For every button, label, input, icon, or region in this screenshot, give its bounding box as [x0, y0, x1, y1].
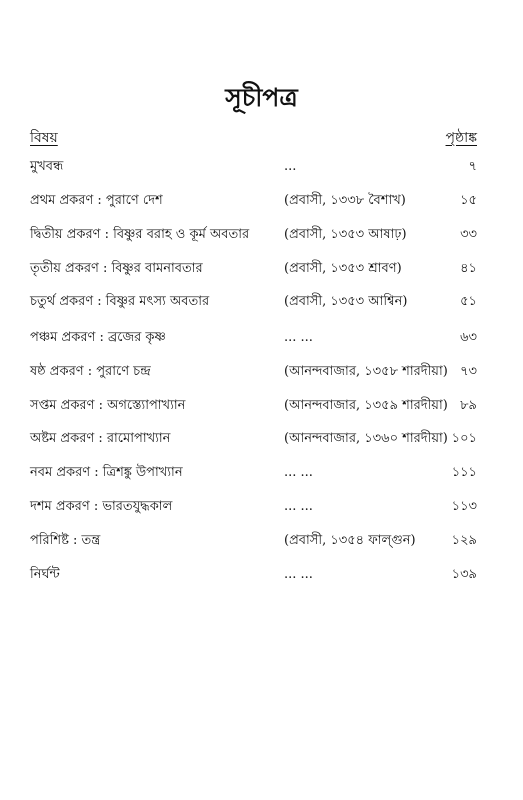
entry-page-number: ১১৩: [451, 499, 477, 514]
entry-title: অষ্টম প্রকরণ : রামোপাখ্যান: [30, 431, 171, 446]
toc-entry: [0, 495, 523, 519]
entry-page-number: ৩৩: [460, 227, 477, 242]
toc-entry: [0, 223, 523, 247]
entry-page-number: ৫১: [460, 294, 477, 309]
entry-title: দশম প্রকরণ : ভারতযুদ্ধকাল: [30, 499, 173, 514]
entry-title: তৃতীয় প্রকরণ : বিষ্ণুর বামনাবতার: [30, 261, 203, 276]
entry-page-number: ১৫: [460, 193, 477, 208]
toc-entry: [0, 394, 523, 418]
entry-title: পঞ্চম প্রকরণ : ব্রজের কৃষ্ণ: [30, 330, 166, 345]
entry-source: (প্রবাসী, ১৩৫৩ আশ্বিন): [284, 294, 408, 309]
page-column-header: পৃষ্ঠাঙ্ক: [445, 130, 477, 146]
entry-source: (প্রবাসী, ১৩৫৪ ফাল্গুন): [284, 533, 416, 548]
subject-column-header: বিষয়: [30, 130, 58, 146]
entry-title: মুখবন্ধ: [30, 159, 64, 174]
toc-entry: [0, 257, 523, 281]
entry-page-number: ১১১: [451, 465, 477, 480]
page-title: সূচীপত্র: [225, 83, 298, 112]
entry-source: ... ...: [284, 567, 313, 582]
entry-page-number: ৮৯: [460, 398, 477, 413]
toc-entry: [0, 155, 523, 179]
entry-source: (প্রবাসী, ১৩৩৮ বৈশাখ): [284, 193, 406, 208]
entry-source: ...: [284, 159, 297, 174]
entry-page-number: ১৩৯: [451, 567, 477, 582]
entry-page-number: ৭৩: [460, 364, 477, 379]
toc-entry: [0, 427, 523, 451]
entry-source: (প্রবাসী, ১৩৫৩ আষাঢ়): [284, 227, 407, 242]
toc-entry: [0, 326, 523, 350]
entry-page-number: ৭: [468, 159, 477, 174]
entry-title: চতুর্থ প্রকরণ : বিষ্ণুর মৎস্য অবতার: [30, 294, 210, 309]
toc-entry: [0, 461, 523, 485]
entry-source: ... ...: [284, 330, 313, 345]
entry-page-number: ৪১: [460, 261, 477, 276]
entry-title: নির্ঘন্ট: [30, 567, 60, 582]
entry-page-number: ১২৯: [451, 533, 477, 548]
entry-source: (প্রবাসী, ১৩৫৩ শ্রাবণ): [284, 261, 402, 276]
entry-title: প্রথম প্রকরণ : পুরাণে দেশ: [30, 193, 163, 208]
entry-title: পরিশিষ্ট : তন্ত্র: [30, 533, 101, 548]
entry-source: (আনন্দবাজার, ১৩৫৮ শারদীয়া): [284, 364, 448, 379]
entry-page-number: ১০১: [451, 431, 477, 446]
toc-entry: [0, 529, 523, 553]
entry-source: (আনন্দবাজার, ১৩৬০ শারদীয়া): [284, 431, 448, 446]
entry-source: (আনন্দবাজার, ১৩৫৯ শারদীয়া): [284, 398, 448, 413]
toc-entry: [0, 290, 523, 314]
entry-title: ষষ্ঠ প্রকরণ : পুরাণে চন্দ্র: [30, 364, 151, 379]
entry-page-number: ৬৩: [460, 330, 477, 345]
entry-source: ... ...: [284, 465, 313, 480]
toc-entry: [0, 189, 523, 213]
entry-title: নবম প্রকরণ : ত্রিশঙ্কু উপাখ্যান: [30, 465, 183, 480]
entry-source: ... ...: [284, 499, 313, 514]
toc-entry: [0, 360, 523, 384]
entry-title: দ্বিতীয় প্রকরণ : বিষ্ণুর বরাহ ও কূর্ম অবতার: [30, 227, 250, 242]
toc-entry: [0, 563, 523, 587]
entry-title: সপ্তম প্রকরণ : অগস্ত্যোপাখ্যান: [30, 398, 186, 413]
